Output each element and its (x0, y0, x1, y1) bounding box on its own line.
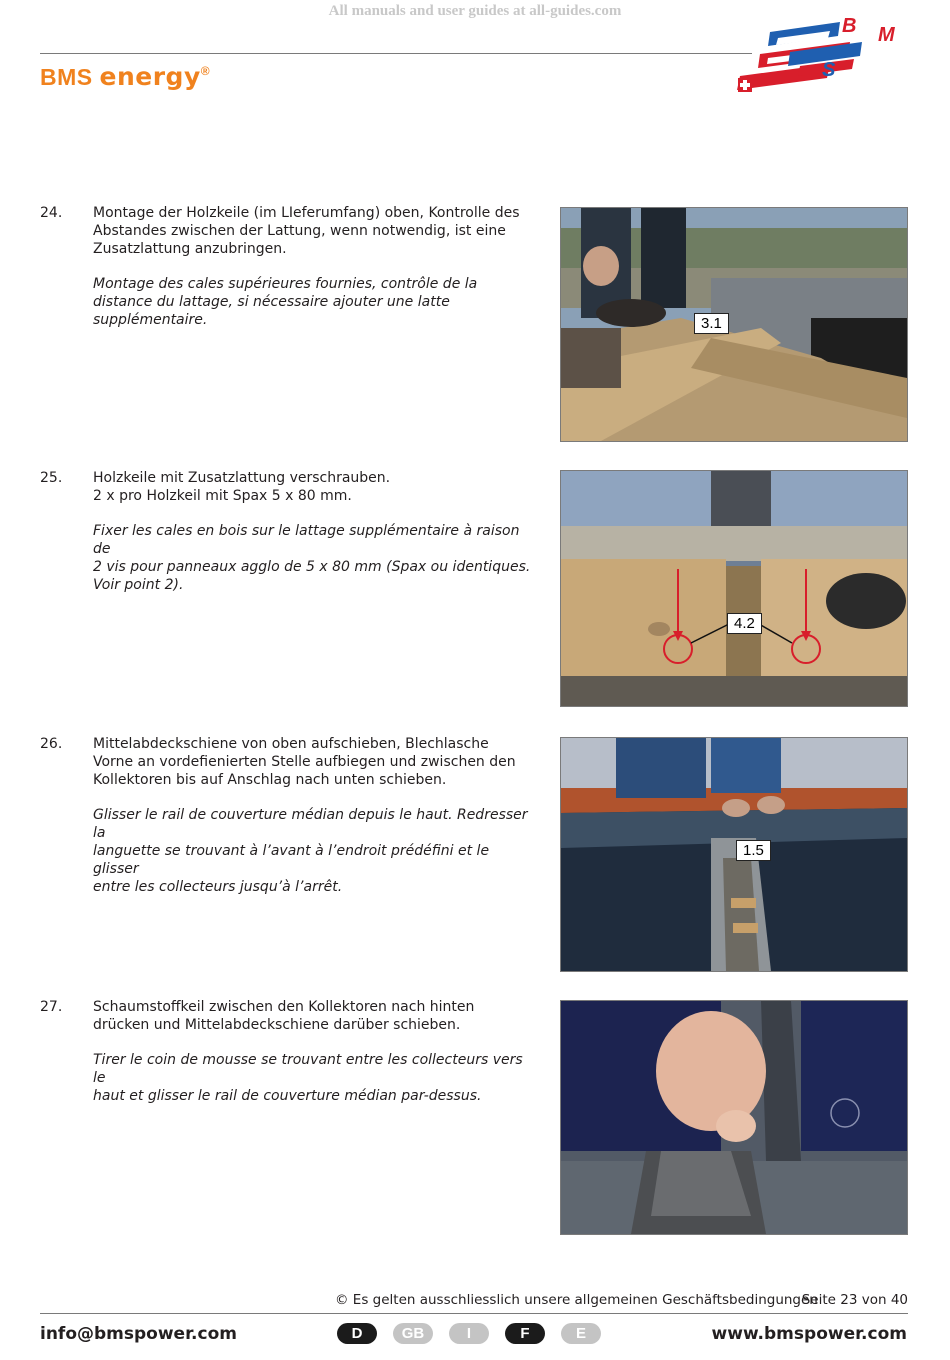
step-number: 24. (40, 205, 63, 221)
step-number: 25. (40, 470, 63, 486)
footer-rule (40, 1313, 908, 1314)
instruction-german: Schaumstoffkeil zwischen den Kollektoren nach hinten drücken und Mittelabdeckschiene darüber schieben. (93, 999, 475, 1033)
photo-label: 3.1 (694, 313, 729, 334)
logo-letter-m: M (878, 24, 895, 46)
photo-label: 4.2 (727, 613, 762, 634)
terms-notice: © Es gelten ausschliesslich unsere allgemeinen Geschäftsbedingungen (335, 1292, 818, 1308)
step-number: 27. (40, 999, 63, 1015)
logo-bms-text: BMS (40, 64, 93, 90)
page-number: Seite 23 von 40 (801, 1292, 908, 1308)
lang-f[interactable]: F (505, 1323, 545, 1344)
logo-letter-s: S (822, 59, 836, 81)
step-instructions (93, 735, 533, 896)
registered-mark: ® (200, 64, 211, 78)
step-photo (560, 1000, 908, 1235)
photo-cover-rail (561, 738, 907, 971)
instruction-german: Mittelabdeckschiene von oben aufschieben, Blechlasche Vorne an vordefienierten Stelle aufbiegen und zwischen den Kollektoren bis auf Anschlag nach unten schieben. (93, 736, 516, 788)
photo-wooden-battens (561, 208, 907, 441)
instruction-german: Montage der Holzkeile (im LIeferumfang) oben, Kontrolle des Abstandes zwischen der Lattung, wenn notwendig, ist eine Zusatzlattung anzubringen. (93, 205, 520, 257)
watermark: All manuals and user guides at all-guides.com (328, 3, 622, 19)
photo-label: 1.5 (736, 840, 771, 861)
step-photo (560, 470, 908, 707)
step-photo (560, 737, 908, 972)
instruction-french: Glisser le rail de couverture médian depuis le haut. Redresser la languette se trouvant à l’avant à l’endroit prédéfini et le glisser entre les collecteurs jusqu’à l’arrêt. (93, 807, 528, 895)
bms-brand-logo (730, 14, 910, 100)
lang-e[interactable]: E (561, 1323, 601, 1344)
header-rule (40, 53, 752, 54)
step-instructions (93, 998, 533, 1105)
lang-d[interactable]: D (337, 1323, 377, 1344)
bms-energy-logo (40, 62, 210, 91)
photo-foam-wedge (561, 1001, 907, 1234)
email-link[interactable]: info@bmspower.com (40, 1324, 237, 1344)
instruction-german: Holzkeile mit Zusatzlattung verschrauben. 2 x pro Holzkeil mit Spax 5 x 80 mm. (93, 470, 391, 504)
lang-i[interactable]: I (449, 1323, 489, 1344)
language-selector (337, 1323, 601, 1344)
photo-screwed-wedges (561, 471, 907, 706)
website-link[interactable]: www.bmspower.com (711, 1324, 907, 1344)
logo-letter-b: B (842, 15, 857, 37)
step-number: 26. (40, 736, 63, 752)
step-photo (560, 207, 908, 442)
logo-energy-text: energy (99, 62, 201, 91)
instruction-french: Tirer le coin de mousse se trouvant entre les collecteurs vers le haut et glisser le rail de couverture médian par-dessus. (93, 1052, 523, 1104)
instruction-french: Montage des cales supérieures fournies, contrôle de la distance du lattage, si nécessaire ajouter une latte supplémentaire. (93, 276, 478, 328)
step-instructions (93, 469, 533, 594)
instruction-french: Fixer les cales en bois sur le lattage supplémentaire à raison de 2 vis pour panneaux agglo de 5 x 80 mm (Spax ou identiques. Voir point 2). (93, 523, 531, 593)
step-instructions (93, 204, 533, 329)
lang-gb[interactable]: GB (393, 1323, 433, 1344)
